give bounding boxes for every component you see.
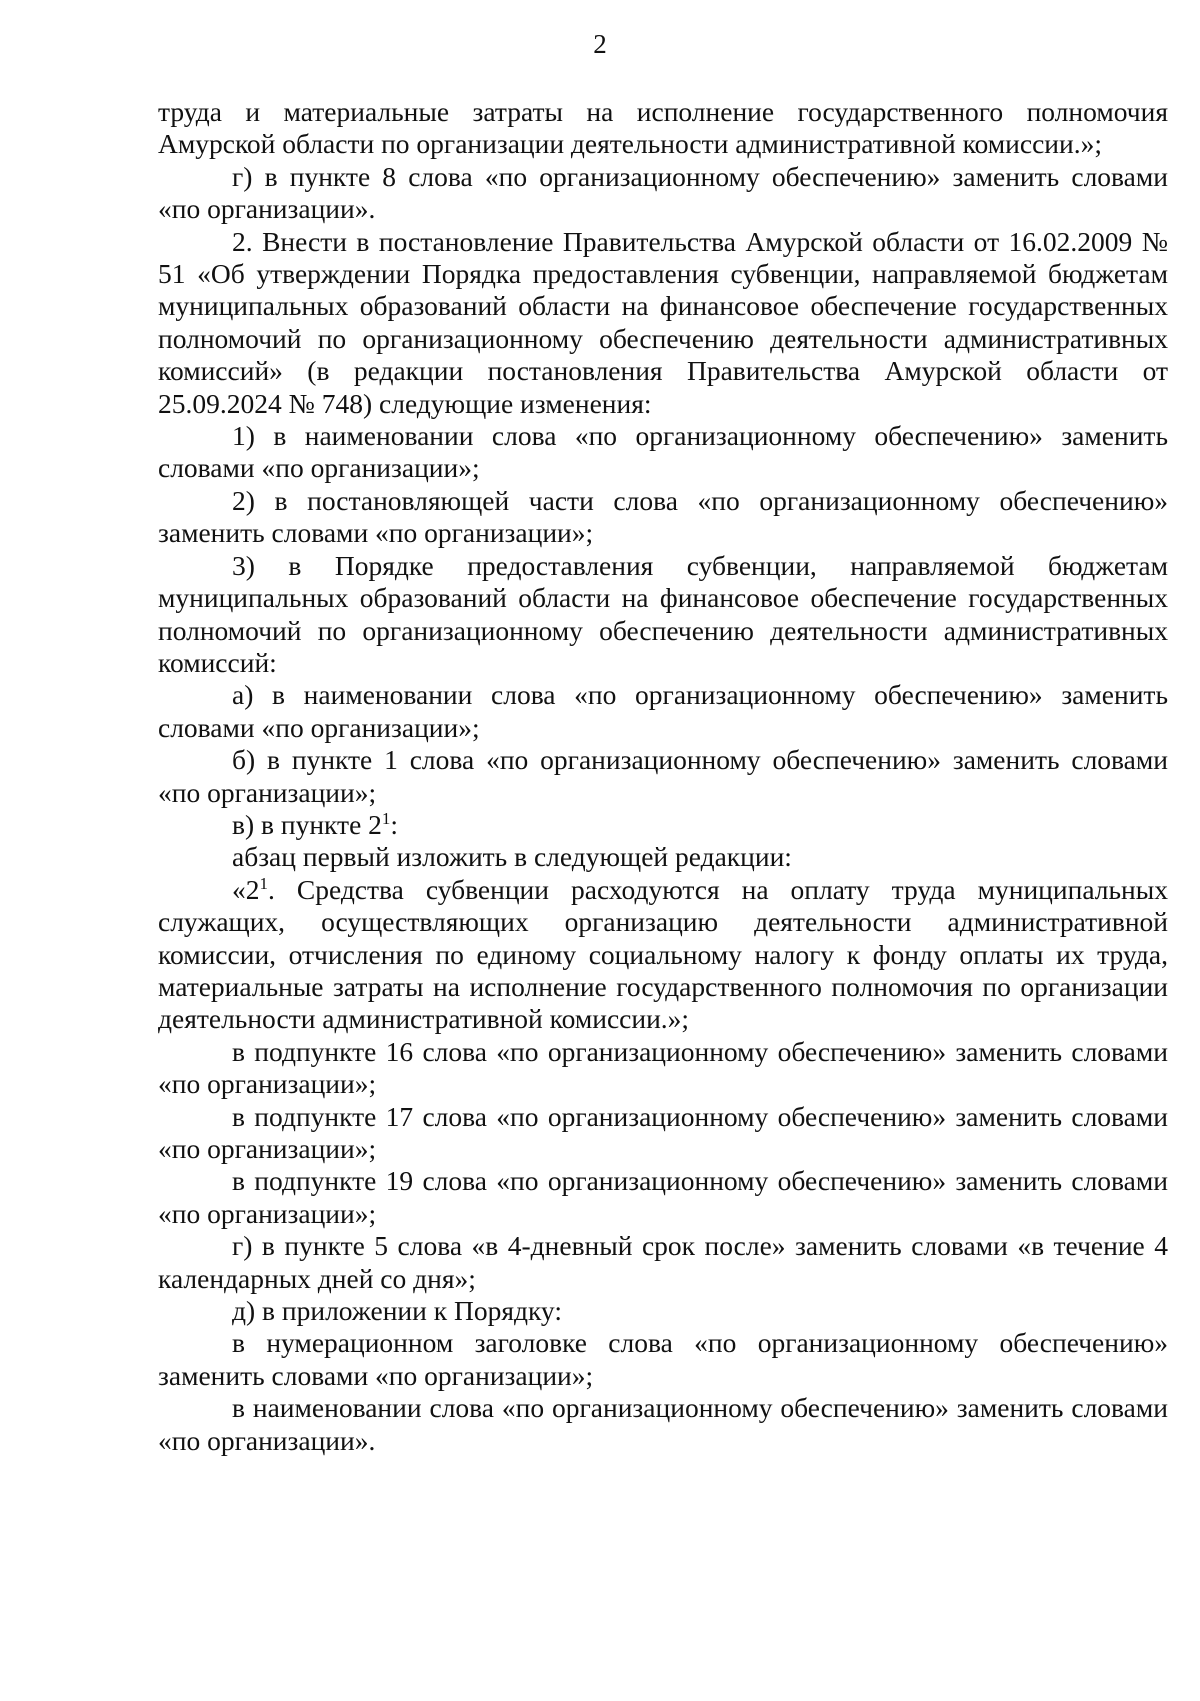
paragraph-text: труда и материальные затраты на исполнение государственного полномочия Амурской области по организации деятельности административной комиссии.»; bbox=[158, 96, 1168, 160]
paragraph bbox=[158, 1392, 1168, 1457]
superscript-index: 1 bbox=[259, 873, 268, 893]
paragraph bbox=[158, 226, 1168, 420]
paragraph-text: а) в наименовании слова «по организационному обеспечению» заменить словами «по организации»; bbox=[158, 679, 1168, 743]
paragraph bbox=[158, 161, 1168, 226]
paragraph-text: в наименовании слова «по организационному обеспечению» заменить словами «по организации». bbox=[158, 1392, 1168, 1456]
paragraph-text: «2 bbox=[232, 873, 260, 905]
paragraph bbox=[158, 420, 1168, 485]
paragraph bbox=[158, 1295, 1168, 1327]
paragraph bbox=[158, 809, 1168, 841]
paragraph bbox=[158, 1036, 1168, 1101]
paragraph-text: в) в пункте 2 bbox=[232, 808, 382, 840]
paragraph bbox=[158, 550, 1168, 680]
paragraph-text: в подпункте 19 слова «по организационному обеспечению» заменить словами «по организации»; bbox=[158, 1165, 1168, 1229]
paragraph bbox=[158, 744, 1168, 809]
paragraph bbox=[158, 874, 1168, 1036]
paragraph bbox=[158, 1230, 1168, 1295]
paragraph-text: б) в пункте 1 слова «по организационному обеспечению» заменить словами «по организации»; bbox=[158, 744, 1168, 808]
paragraph bbox=[158, 1101, 1168, 1166]
paragraph bbox=[158, 679, 1168, 744]
document-body bbox=[158, 96, 1168, 1457]
paragraph-text: г) в пункте 5 слова «в 4-дневный срок после» заменить словами «в течение 4 календарных дней со дня»; bbox=[158, 1230, 1168, 1294]
paragraph-text: в подпункте 17 слова «по организационному обеспечению» заменить словами «по организации»; bbox=[158, 1100, 1168, 1164]
superscript-index: 1 bbox=[381, 808, 391, 828]
paragraph-text-continuation: : bbox=[390, 808, 399, 840]
paragraph-text: 1) в наименовании слова «по организационному обеспечению» заменить словами «по организации»; bbox=[158, 420, 1168, 484]
paragraph-text: в нумерационном заголовке слова «по организационному обеспечению» заменить словами «по организации»; bbox=[158, 1327, 1168, 1391]
paragraph-text: 3) в Порядке предоставления субвенции, направляемой бюджетам муниципальных образований области на финансовое обеспечение государственных полномочий по организационному обеспечению деятельности административных комиссий: bbox=[158, 549, 1168, 678]
paragraph bbox=[158, 841, 1168, 873]
paragraph bbox=[158, 485, 1168, 550]
paragraph bbox=[158, 1327, 1168, 1392]
paragraph-text: 2) в постановляющей части слова «по организационному обеспечению» заменить словами «по организации»; bbox=[158, 484, 1168, 549]
paragraph bbox=[158, 96, 1168, 161]
paragraph-text: г) в пункте 8 слова «по организационному обеспечению» заменить словами «по организации». bbox=[158, 160, 1168, 225]
paragraph-text-continuation: . Средства субвенции расходуются на оплату труда муниципальных служащих, осуществляющих организацию деятельности административной комиссии, отчисления по единому социальному налогу к фонду оплаты их труда, материальные затраты на исполнение государственного полномочия по организации деятельности административной комиссии.»; bbox=[158, 873, 1168, 1035]
page-number: 2 bbox=[593, 29, 607, 59]
paragraph-text: в подпункте 16 слова «по организационному обеспечению» заменить словами «по организации»; bbox=[158, 1035, 1168, 1100]
paragraph-text: абзац первый изложить в следующей редакции: bbox=[232, 841, 792, 873]
paragraph bbox=[158, 1165, 1168, 1230]
paragraph-text: 2. Внести в постановление Правительства Амурской области от 16.02.2009 № 51 «Об утверждении Порядка предоставления субвенции, направляемой бюджетам муниципальных образований области на финансовое обеспечение государственных полномочий по организационному обеспечению деятельности административных комиссий» (в редакции постановления Правительства Амурской области от 25.09.2024 № 748) следующие изменения: bbox=[158, 225, 1168, 419]
paragraph-text: д) в приложении к Порядку: bbox=[232, 1295, 562, 1327]
